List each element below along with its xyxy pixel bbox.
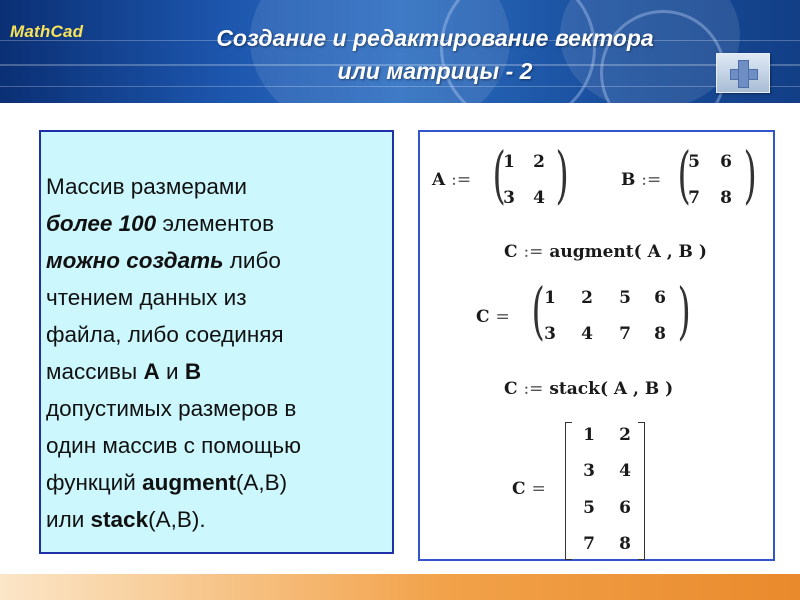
text-line [46, 464, 391, 501]
right-paren: ) [677, 274, 691, 347]
right-paren: ) [555, 138, 569, 211]
bold-name: B [184, 359, 202, 384]
matrix-cell: 3 [544, 324, 556, 344]
text-span: файла, либо соединяя [46, 322, 284, 347]
text-line [46, 501, 391, 538]
text-line [46, 353, 391, 390]
matrix-cell: 5 [583, 498, 595, 518]
function-name: stack [549, 379, 600, 399]
left-paren: ( [531, 274, 545, 347]
matrix-cell: 6 [654, 288, 666, 308]
text-line [46, 168, 391, 205]
function-name: augment [142, 470, 236, 495]
matrix-cell: 1 [503, 152, 515, 172]
text-line [46, 205, 391, 242]
plus-icon-vertical [738, 60, 749, 88]
equals-operator: = [531, 479, 546, 499]
text-span: либо [229, 248, 281, 273]
assign-operator: := [451, 170, 472, 190]
page-title [140, 22, 730, 88]
text-line [46, 390, 391, 427]
matrix-cell: 5 [619, 288, 631, 308]
matrix-B-definition [621, 170, 661, 190]
text-span: допустимых размеров в [46, 396, 297, 421]
stack-definition [504, 379, 673, 399]
matrix-cell: 2 [533, 152, 545, 172]
text-span: или [46, 507, 85, 532]
matrix-cell: 8 [619, 534, 631, 554]
variable-name: C [476, 307, 490, 327]
text-span: (A,B). [148, 507, 206, 532]
matrix-cell: 1 [583, 425, 595, 445]
right-paren: ) [743, 138, 757, 211]
variable-name: C [504, 379, 518, 399]
matrix-cell: 7 [688, 188, 700, 208]
text-span: массивы [46, 359, 138, 384]
matrix-cell: 1 [544, 288, 556, 308]
function-args: ( A , B ) [599, 379, 674, 399]
matrix-cell: 8 [720, 188, 732, 208]
equals-operator: = [495, 307, 510, 327]
assign-operator: := [641, 170, 662, 190]
text-span: функций [46, 470, 136, 495]
matrix-cell: 8 [654, 324, 666, 344]
matrix-cell: 6 [619, 498, 631, 518]
matrix-cell: 4 [533, 188, 545, 208]
matrix-cell: 7 [583, 534, 595, 554]
text-span: чтением данных из [46, 285, 247, 310]
matrix-A-definition [432, 170, 471, 190]
text-line [46, 279, 391, 316]
text-line [46, 242, 391, 279]
title-line-2: или матрицы - 2 [337, 58, 533, 84]
description-box [39, 130, 394, 554]
emphasis-text: более 100 [46, 211, 157, 236]
matrix-cell: 7 [619, 324, 631, 344]
text-span: один массив с помощью [46, 433, 301, 458]
assign-operator: := [523, 242, 544, 262]
matrix-cell: 5 [688, 152, 700, 172]
matrix-cell: 2 [581, 288, 593, 308]
text-line [46, 316, 391, 353]
footer-bar [0, 574, 800, 600]
right-bracket [638, 422, 645, 560]
mathcad-worksheet [418, 130, 775, 561]
function-args: ( A , B ) [633, 242, 707, 262]
emphasis-text: можно создать [46, 248, 224, 273]
logo-text: MathCad [10, 22, 84, 41]
augment-result-label [476, 307, 510, 327]
description-text [46, 168, 391, 538]
header-banner [0, 0, 800, 103]
augment-definition [504, 242, 707, 262]
left-bracket [565, 422, 572, 560]
matrix-cell: 4 [619, 461, 631, 481]
variable-name: C [512, 479, 526, 499]
variable-name: B [621, 170, 636, 190]
title-line-1: Создание и редактирование вектора [216, 25, 654, 51]
function-name: stack [90, 507, 149, 532]
function-name: augment [549, 242, 634, 262]
matrix-cell: 2 [619, 425, 631, 445]
text-line [46, 427, 391, 464]
matrix-cell: 3 [583, 461, 595, 481]
stack-result-label [512, 479, 546, 499]
text-span: и [165, 359, 179, 384]
left-paren: ( [492, 138, 506, 211]
text-span: Массив размерами [46, 174, 247, 199]
variable-name: C [504, 242, 518, 262]
text-span: элементов [162, 211, 275, 236]
matrix-cell: 6 [720, 152, 732, 172]
text-span: (A,B) [235, 470, 288, 495]
matrix-cell: 4 [581, 324, 593, 344]
matrix-cell: 3 [503, 188, 515, 208]
assign-operator: := [523, 379, 544, 399]
variable-name: A [432, 170, 446, 190]
plus-button[interactable] [716, 53, 770, 93]
left-paren: ( [677, 138, 691, 211]
bold-name: A [143, 359, 160, 384]
